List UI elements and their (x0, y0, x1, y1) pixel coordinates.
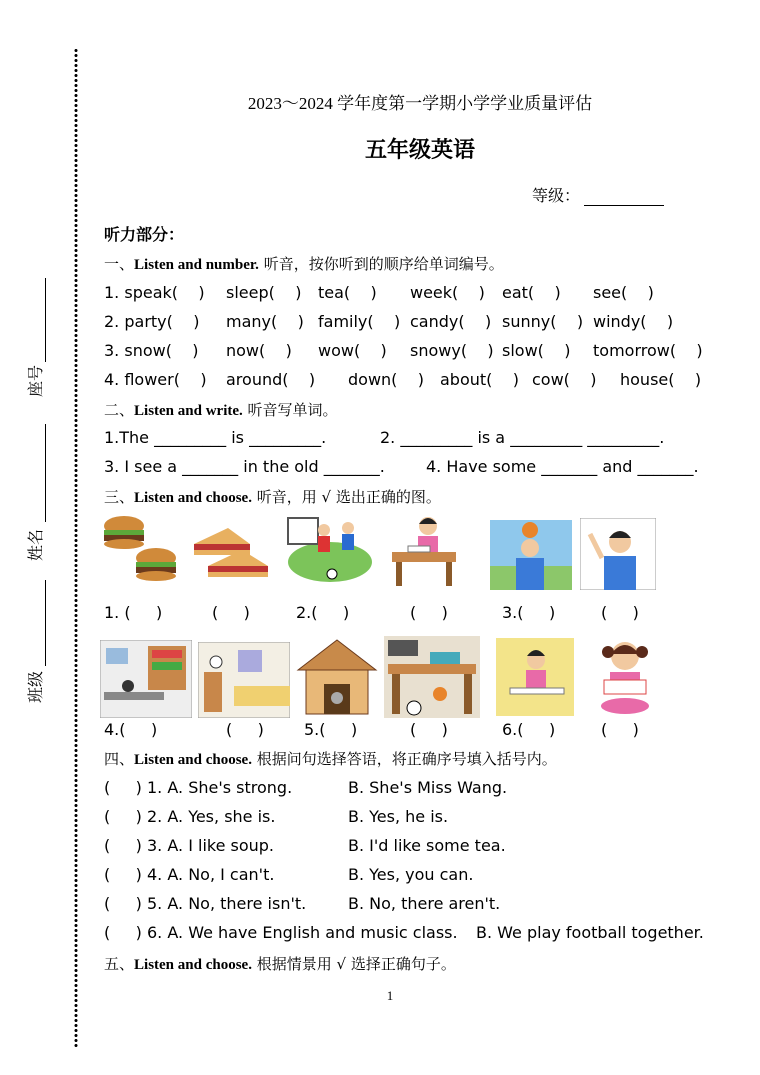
sec3-zh: 听音，用 √ 选出正确的图。 (251, 488, 441, 506)
write-line-2[interactable]: 2. _________ is a _________ _________. (380, 428, 665, 447)
sec2-heading (104, 399, 338, 420)
sec4-zh: 根据问句选择答语，将正确序号填入括号内。 (251, 750, 557, 768)
page-number: 1 (386, 988, 394, 1003)
word-item: now( ) (226, 341, 292, 360)
sec3-heading (104, 486, 441, 507)
word-item: house( ) (620, 370, 702, 389)
word-item: sleep( ) (226, 283, 302, 302)
grade-blank[interactable] (584, 189, 664, 206)
sandwiches-picture[interactable] (190, 522, 272, 584)
grade-label: 等级： (532, 186, 581, 205)
choice-2b[interactable]: ( ) (410, 603, 448, 622)
question-1-option-a[interactable]: ( ) 1. A. She's strong. (104, 778, 293, 797)
question-3-option-b: B. I'd like some tea. (348, 836, 506, 855)
word-item: 2. party( ) (104, 312, 200, 331)
word-item: see( ) (593, 283, 654, 302)
word-item: down( ) (348, 370, 424, 389)
messy-desk-picture[interactable] (384, 636, 480, 718)
bedroom-picture[interactable] (198, 642, 290, 718)
sec1-heading (104, 253, 504, 274)
choice-2a[interactable]: 2.( ) (296, 603, 350, 622)
word-item: 3. snow( ) (104, 341, 199, 360)
choice-5a[interactable]: 5.( ) (304, 720, 358, 739)
choice-5b[interactable]: ( ) (410, 720, 448, 739)
question-5-option-b: B. No, there aren't. (348, 894, 501, 913)
question-5-option-a[interactable]: ( ) 5. A. No, there isn't. (104, 894, 307, 913)
question-2-option-b: B. Yes, he is. (348, 807, 449, 826)
question-6-option-a[interactable]: ( ) 6. A. We have English and music class. (104, 923, 458, 942)
girl-reading-book-picture[interactable] (594, 636, 656, 716)
question-3-option-a[interactable]: ( ) 3. A. I like soup. (104, 836, 275, 855)
hamburgers-picture[interactable] (100, 512, 180, 590)
sec2-num: 二、 (104, 401, 135, 419)
question-2-option-a[interactable]: ( ) 2. A. Yes, she is. (104, 807, 276, 826)
girl-writing-at-desk-picture[interactable] (388, 512, 460, 590)
study-room-picture[interactable] (100, 640, 192, 718)
word-item: 4. flower( ) (104, 370, 207, 389)
choice-4a[interactable]: 4.( ) (104, 720, 158, 739)
sec5-num: 五、 (104, 955, 135, 973)
name-blank[interactable] (45, 424, 46, 522)
sec5-heading (104, 953, 456, 974)
class-label: 班级 (26, 671, 45, 704)
question-1-option-b: B. She's Miss Wang. (348, 778, 508, 797)
binding-dotted-line (74, 48, 78, 1048)
choice-4b[interactable]: ( ) (226, 720, 264, 739)
sec3-num: 三、 (104, 488, 135, 506)
term-title: 2023～2024 学年度第一学期小学学业质量评估 (247, 94, 593, 113)
sec1-num: 一、 (104, 255, 135, 273)
choice-1a[interactable]: 1. ( ) (104, 603, 163, 622)
choice-1b[interactable]: ( ) (212, 603, 250, 622)
word-item: about( ) (440, 370, 519, 389)
write-line-4[interactable]: 4. Have some _______ and _______. (426, 457, 699, 476)
subject-title: 五年级英语 (364, 137, 475, 163)
question-4-option-b: B. Yes, you can. (348, 865, 474, 884)
sec5-en: Listen and choose. (134, 957, 252, 973)
word-item: around( ) (226, 370, 316, 389)
word-item: cow( ) (532, 370, 597, 389)
word-item: slow( ) (502, 341, 571, 360)
word-item: 1. speak( ) (104, 283, 205, 302)
sec1-en: Listen and number. (134, 257, 259, 273)
word-item: wow( ) (318, 341, 387, 360)
woman-pointing-picture[interactable] (580, 518, 656, 590)
listening-part-heading: 听力部分： (104, 225, 185, 244)
write-line-1[interactable]: 1.The _________ is _________. (104, 428, 327, 447)
word-item: tomorrow( ) (593, 341, 703, 360)
question-6-option-b: B. We play football together. (476, 923, 704, 942)
sec2-en: Listen and write. (134, 403, 243, 419)
sec3-en: Listen and choose. (134, 490, 252, 506)
sec1-zh: 听音，按你听到的顺序给单词编号。 (258, 255, 504, 273)
word-item: eat( ) (502, 283, 561, 302)
question-4-option-a[interactable]: ( ) 4. A. No, I can't. (104, 865, 275, 884)
write-line-3[interactable]: 3. I see a _______ in the old _______. (104, 457, 385, 476)
girl-reading-at-table-picture[interactable] (496, 638, 574, 716)
word-item: family( ) (318, 312, 401, 331)
seat-blank[interactable] (45, 278, 46, 362)
word-item: snowy( ) (410, 341, 494, 360)
grade-field (532, 183, 664, 206)
class-blank[interactable] (45, 580, 46, 666)
choice-6b[interactable]: ( ) (601, 720, 639, 739)
word-item: candy( ) (410, 312, 492, 331)
sec4-heading (104, 748, 557, 769)
choice-3a[interactable]: 3.( ) (502, 603, 556, 622)
sec4-num: 四、 (104, 750, 135, 768)
word-item: many( ) (226, 312, 304, 331)
choice-3b[interactable]: ( ) (601, 603, 639, 622)
word-item: tea( ) (318, 283, 377, 302)
name-label: 姓名 (26, 529, 45, 562)
sec2-zh: 听音写单词。 (242, 401, 338, 419)
sec4-en: Listen and choose. (134, 752, 252, 768)
boys-playing-football-picture[interactable] (286, 514, 374, 584)
word-item: week( ) (410, 283, 485, 302)
choice-6a[interactable]: 6.( ) (502, 720, 556, 739)
man-with-basketball-picture[interactable] (490, 520, 572, 590)
seat-label: 座号 (26, 365, 45, 398)
word-item: sunny( ) (502, 312, 584, 331)
doghouse-mouse-picture[interactable] (294, 636, 380, 718)
sec5-zh: 根据情景用 √ 选择正确句子。 (251, 955, 456, 973)
word-item: windy( ) (593, 312, 674, 331)
